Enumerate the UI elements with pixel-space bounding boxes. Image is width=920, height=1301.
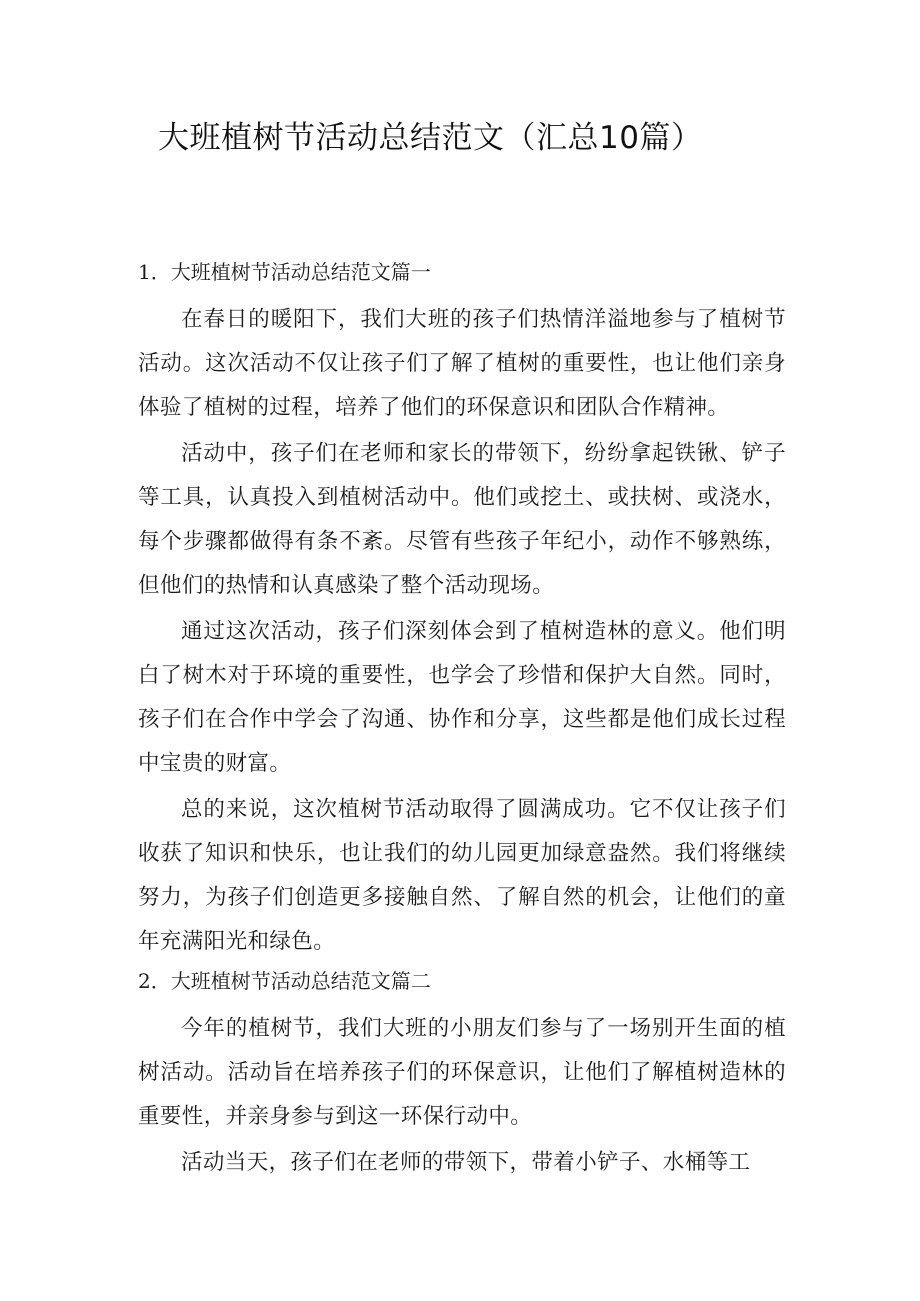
paragraph: 总的来说，这次植树节活动取得了圆满成功。它不仅让孩子们收获了知识和快乐，也让我们的幼儿园更加绿意盎然。我们将继续努力，为孩子们创造更多接触自然、了解自然的机会，让他们的童年充满阳光和绿色。 [138, 797, 786, 954]
paragraph: 今年的植树节，我们大班的小朋友们参与了一场别开生面的植树活动。活动旨在培养孩子们的环保意识，让他们了解植树造林的重要性，并亲身参与到这一环保行动中。 [138, 1016, 786, 1129]
section-2 [138, 966, 786, 1185]
paragraph: 活动中，孩子们在老师和家长的带领下，纷纷拿起铁锹、铲子等工具，认真投入到植树活动中。他们或挖土、或扶树、或浇水，每个步骤都做得有条不紊。尽管有些孩子年纪小，动作不够熟练，但他们的热情和认真感染了整个活动现场。 [138, 441, 786, 598]
paragraph: 通过这次活动，孩子们深刻体会到了植树造林的意义。他们明白了树木对于环境的重要性，也学会了珍惜和保护大自然。同时，孩子们在合作中学会了沟通、协作和分享，这些都是他们成长过程中宝贵的财富。 [138, 619, 786, 776]
paragraph: 活动当天，孩子们在老师的带领下，带着小铲子、水桶等工 [181, 1150, 751, 1175]
document-title: 大班植树节活动总结范文（汇总10篇） [158, 120, 703, 156]
paragraph: 在春日的暖阳下，我们大班的孩子们热情洋溢地参与了植树节活动。这次活动不仅让孩子们了解了植树的重要性，也让他们亲身体验了植树的过程，培养了他们的环保意识和团队合作精神。 [138, 307, 786, 420]
section-heading: 1．大班植树节活动总结范文篇一 [138, 260, 431, 284]
section-1 [138, 257, 786, 964]
document-body [138, 257, 786, 1187]
section-heading: 2．大班植树节活动总结范文篇二 [138, 969, 431, 993]
